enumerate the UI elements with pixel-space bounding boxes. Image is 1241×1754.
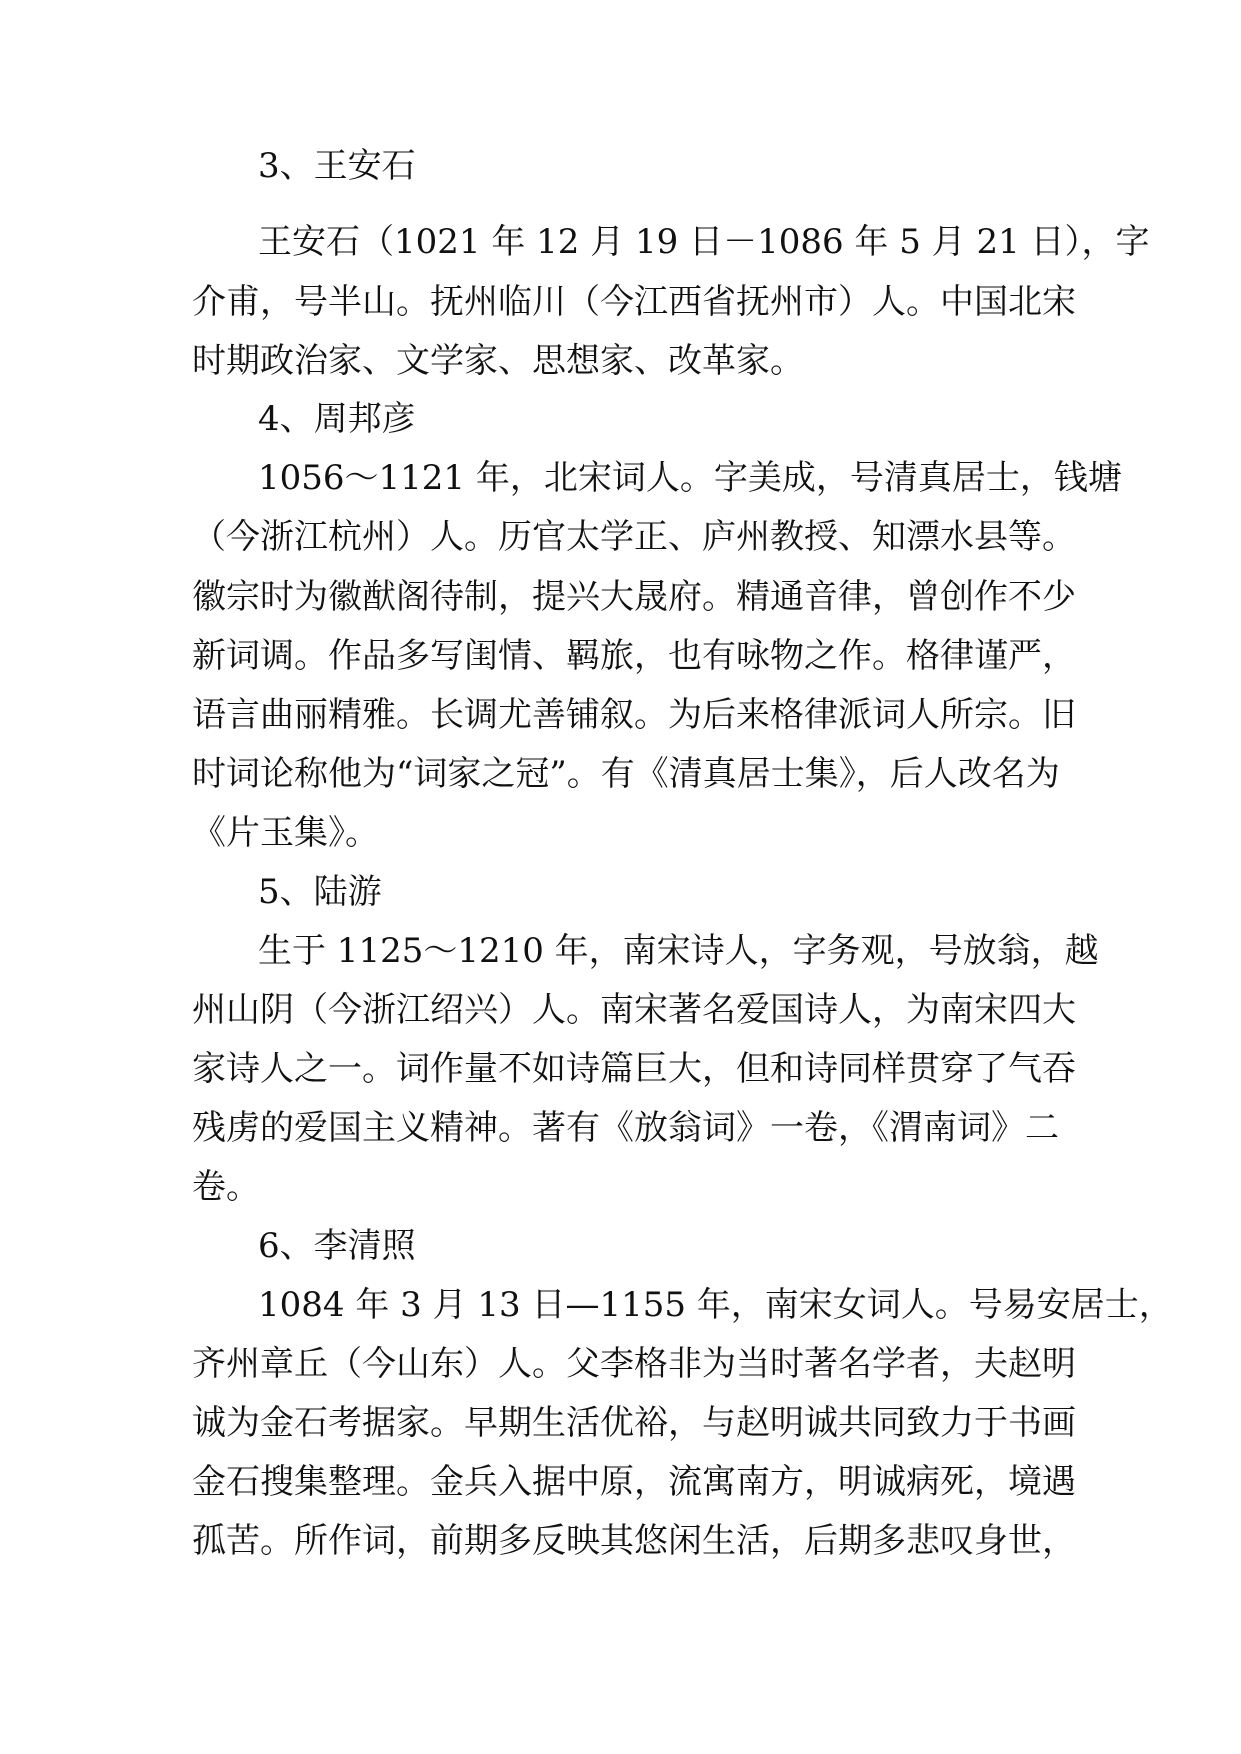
paragraph-line: 徽宗时为徽猷阁待制，提兴大晟府。精通音律，曾创作不少 [192,577,1076,617]
paragraph-line: 语言曲丽精雅。长调尤善铺叙。为后来格律派词人所宗。旧 [192,695,1076,735]
paragraph-line: 新词调。作品多写闺情、羁旅，也有咏物之作。格律谨严， [192,636,1076,676]
paragraph-line: 《片玉集》。 [192,813,379,853]
paragraph-line: 1056～1121 年，北宋词人。字美成，号清真居士，钱塘 [258,458,1122,498]
paragraph-line: 介甫，号半山。抚州临川（今江西省抚州市）人。中国北宋 [192,282,1076,322]
section-heading: 5、陆游 [258,872,382,912]
paragraph-line: 时期政治家、文学家、思想家、改革家。 [192,341,804,381]
paragraph-line: 卷。 [192,1167,260,1207]
section-heading: 6、李清照 [258,1226,416,1266]
paragraph-line: 孤苦。所作词，前期多反映其悠闲生活，后期多悲叹身世， [192,1521,1076,1561]
paragraph-line: 时词论称他为“词家之冠”。有《清真居士集》，后人改名为 [192,754,1060,794]
paragraph-line: 王安石（1021 年 12 月 19 日－1086 年 5 月 21 日），字 [258,222,1150,262]
paragraph-line: 诚为金石考据家。早期生活优裕，与赵明诚共同致力于书画 [192,1403,1076,1443]
paragraph-line: 齐州章丘（今山东）人。父李格非为当时著名学者，夫赵明 [192,1344,1076,1384]
paragraph-line: 金石搜集整理。金兵入据中原，流寓南方，明诚病死，境遇 [192,1462,1076,1502]
paragraph-line: 生于 1125～1210 年，南宋诗人，字务观，号放翁，越 [258,931,1099,971]
section-heading: 3、王安石 [258,146,416,186]
paragraph-line: （今浙江杭州）人。历官太学正、庐州教授、知漂水县等。 [192,517,1076,557]
paragraph-line: 家诗人之一。词作量不如诗篇巨大，但和诗同样贯穿了气吞 [192,1049,1076,1089]
paragraph-line: 1084 年 3 月 13 日—1155 年，南宋女词人。号易安居士， [258,1285,1173,1325]
paragraph-line: 残虏的爱国主义精神。著有《放翁词》一卷，《渭南词》二 [192,1108,1059,1148]
paragraph-line: 州山阴（今浙江绍兴）人。南宋著名爱国诗人，为南宋四大 [192,990,1076,1030]
section-heading: 4、周邦彦 [258,399,416,439]
